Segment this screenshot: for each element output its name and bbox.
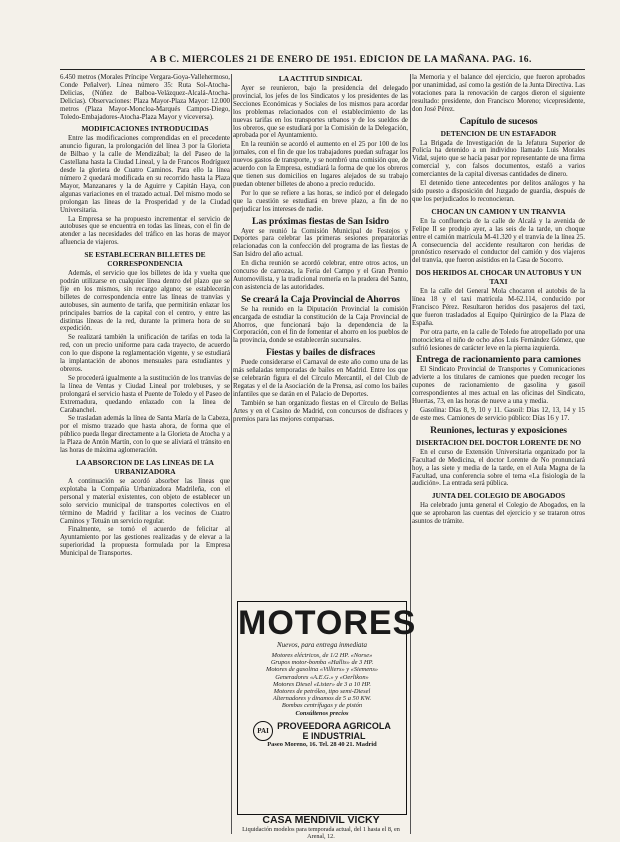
article-headline: Las próximas fiestas de San Isidro [252,215,389,227]
article-paragraph: Ha celebrado junta general el Colegio de Abogados, en la que se aprobaron las cuentas del ejercicio y se trataron otros asuntos de trámite. [412,502,585,526]
ad-item: Motores Diesel «Lister» de 3 a 10 HP. [273,680,371,688]
ad-company-name: PROVEEDORA AGRICOLA [277,720,391,731]
ad-company-band [244,721,400,741]
ad-item: Consúltenos precios [295,709,349,717]
ad-item: Generadores «A.E.G.» y «Oerlikon» [275,673,369,681]
article-paragraph: Gasolina: Días 8, 9, 10 y 11. Gasoil: Días 12, 13, 14 y 15 de este mes. Camiones de servicio público: Días 16 y 17. [412,407,585,422]
article-paragraph: A continuación se acordó absorber las líneas que explotaba la Compañía Urbanizadora Madrileña, con el personal y material existentes, con objeto de establecer un solo servicio municipal de transportes colectivos en el término de Madrid y facilitar a los vecinos de Cuatro Caminos y Tetuán un servicio regular. [60,477,230,525]
column-middle [233,74,408,598]
column-separator [231,74,232,834]
article-paragraph: Ayer se reunieron, bajo la presidencia del delegado provincial, los jefes de los Sindicatos y los presidentes de las Secciones Económicas y Sociales de los mismos para acordar los problemas relacionados con el establecimiento de las nuevas tarifas en los transportes urbanos y de los sueldos de los obreros, que se estudiará por la Comisión de la Delegación, aprobada por el Ayuntamiento. [233,85,408,140]
article-paragraph: la Memoria y el balance del ejercicio, que fueron aprobados por unanimidad, así como la gestión de la Junta Directiva. Las votaciones para la renovación de cargos dieron el siguiente resultado: presidente, don Francisco Moreno; vicepresidente, don José Pérez. [412,74,585,113]
ad-item: Motores de gasolina «Villiers» y «Siemens» [266,666,378,674]
ad-address: Paseo Moreno, 16. Tel. 28 40 21. Madrid [267,740,377,748]
article-paragraph: En el curso de Extensión Universitaria organizado por la Facultad de Medicina, el doctor Lorente de No pronunciará hoy, a las siete y media de la tarde, en el Aula Magna de la Facultad, una conferencia sobre el tema «La fisiología de la audición». La entrada será pública. [412,448,585,488]
article-paragraph: La Brigada de Investigación de la Jefatura Superior de Policía ha detenido a un individuo llamado Luis Morales Vidal, sujeto que se hacía pasar por representante de una firma comercial y, con falsos documentos, estafó a varios comerciantes de la capital diversas cantidades de dinero. [412,139,585,179]
article-paragraph: Puede considerarse el Carnaval de este año como una de las más señaladas temporadas de bailes en Madrid. Entre los que se celebrarán figura el del Círculo Mercantil, el del Club de Regatas y el de la Asociación de la Prensa, así como los bailes infantiles que se darán en el Palacio de Deportes. [233,359,408,398]
bottom-ad-subtitle: Liquidación modelos para temporada actual, del 1 hasta el 8, en Arenal, 12. [242,826,400,840]
article-headline: Entrega de racionamiento para camiones [416,354,581,366]
ad-item-list [244,652,400,717]
section-heading: DETENCION DE UN ESTAFADOR [440,128,557,138]
ad-subtitle: Nuevos, para entrega inmediata [277,641,367,649]
ad-title: MOTORES [238,604,417,642]
ad-item: Grupos motor-bomba «Hallis» de 3 HP. [270,659,374,667]
bottom-ad-title: CASA MENDIVIL VICKY [262,814,380,826]
section-heading: LA ACTITUD SINDICAL [278,74,363,83]
article-paragraph: Ayer se reunió la Comisión Municipal de Festejos y Deportes para celebrar las primeras sesiones preparatorias relacionadas con la confección del programa de las fiestas de San Isidro del año actual. [233,227,408,259]
column-separator [410,74,411,834]
section-heading: LA ABSORCION DE LAS LINEAS DE LA URBANIZADORA [76,457,214,476]
article-headline: Reuniones, lecturas y exposiciones [430,424,567,436]
article-paragraph: Entre las modificaciones comprendidas en el precedente anuncio figuran, la prolongación del línea 3 por la Glorieta de Bilbao y la calle de Mendizábal; la del Paseo de la Castellana hasta la Ciudad Lineal, y la de Francos Rodríguez desde la glorieta de Cuatro Caminos. Para ello la línea número 2 quedará modificada en su recorrido hasta la Plaza Mayor, Manzanares y la de Aguirre y Capitán Haya, con algunas variaciones en el trazado actual. Del mismo modo se prolongan las líneas de la Prosperidad y de la Ciudad Universitaria. [60,135,230,214]
article-paragraph: Finalmente, se tomó el acuerdo de felicitar al Ayuntamiento por las gestiones realizadas y de elevar a la superioridad la propuesta formulada por la Empresa Municipal de Transportes. [60,526,230,558]
ad-company-name-2: E INDUSTRIAL [302,730,366,741]
page-header: A B C. MIERCOLES 21 DE ENERO DE 1951. EDICION DE LA MAÑANA. PAG. 16. [150,54,532,65]
article-paragraph: Se realizará también la unificación de tarifas en toda la red, con un precio uniforme para cada trayecto, de acuerdo con lo que dispone la reglamentación vigente, y se estudiará la implantación de abonos mensuales para estudiantes y obreros. [60,334,230,373]
column-left [60,74,230,834]
section-heading: JUNTA DEL COLEGIO DE ABOGADOS [431,491,566,501]
ad-item: Alternadores y dinamos de 5 a 50 KW. [272,695,372,703]
ad-item: Motores eléctricos, de 1/2 HP. «Norse» [271,652,373,659]
article-headline: Capítulo de sucesos [459,115,538,127]
article-headline: Fiestas y bailes de disfraces [265,347,376,359]
article-paragraph: El Sindicato Provincial de Transportes y Comunicaciones advierte a los titulares de camiones que pueden recoger los cupones de racionamiento de gasolina y gasoil correspondientes al mes actual en las oficinas del Sindicato, Huertas, 73, en las horas de nueve a una y media. [412,366,585,406]
article-paragraph: Se trasladan además la línea de Santa María de la Cabeza, por el mismo trazado que hasta ahora, de forma que el público pueda llegar directamente a la Glorieta de Atocha y a la Plaza de Antón Martín, con lo que se aliviará el tránsito en las horas de máxima aglomeración. [60,415,230,455]
article-paragraph: La Empresa se ha propuesto incrementar el servicio de autobuses que se encuentra en todas las líneas, con el fin de atender a las necesidades del tráfico en las horas de mayor afluencia de viajeros. [60,215,230,247]
company-logo-icon: PAI [253,721,273,741]
section-heading: DISERTACION DEL DOCTOR LORENTE DE NO [415,437,582,447]
header-rule [60,69,585,70]
section-heading: DOS HERIDOS AL CHOCAR UN AUTOBUS Y UN TAXI [415,268,582,287]
section-heading: MODIFICACIONES INTRODUCIDAS [81,124,209,134]
ad-item: Motores de petróleo, tipo semi-Diesel [273,688,371,696]
article-paragraph: Se ha reunido en la Diputación Provincial la comisión encargada de estudiar la constitución de la Caja Provincial de Ahorros, que funcionará bajo la dependencia de la Corporación, con el fin de fomentar el ahorro en los pueblos de la provincia, donde se establecerán sucursales. [233,305,408,345]
article-paragraph: Se procederá igualmente a la sustitución de los tranvías de la línea de Ventas y Ciudad Lineal por trolebuses, y se prolongará el servicio hasta el Puente de Toledo y el Paseo de Extremadura, quedando enlazado con la línea de Carabanchel. [60,374,230,414]
article-paragraph: Por otra parte, en la calle de Toledo fue atropellado por una motocicleta el niño de ocho años Luis Fernández Gómez, que sufrió lesiones de carácter leve en la pierna izquierda. [412,328,585,352]
article-paragraph: También se han organizado fiestas en el Círculo de Bellas Artes y en el Casino de Madrid, con concursos de disfraces y premios para las mejores comparsas. [233,399,408,423]
column-right [412,74,585,834]
article-paragraph: Por lo que se refiere a las horas, se indicó por el delegado que la cuestión se estudiará en breve plazo, a fin de no perjudicar los intereses de nadie. [233,189,408,213]
article-paragraph: 6.450 metros (Morales Príncipe Vergara-Goya-Vallehermoso, Conde Peñalver). Línea número 35: Ruta Sol-Atocha-Delicias, (Núñez de Balboa-Velázquez-Alcalá-Atocha-Delicias). Observaciones: Plaza Mayor-Plaza Mayor: 12.000 metros (Plaza Mayor-Moncloa-Marqués Campos-Diego, Toledo-Embajadores-Atocha-Plaza Mayor y viceversa). [60,74,230,121]
section-heading: SE ESTABLECERAN BILLETES DE CORRESPONDENCIA [84,250,206,269]
article-paragraph: En la reunión se acordó el aumento en el 25 por 100 de los jornales, con el fin de que los trabajadores puedan sufragar los nuevos gastos de transporte, y se nombró una comisión que, de acuerdo con la Empresa, estudiará la forma de que los obreros que tienen sus domicilios en lugares alejados de su trabajo puedan obtener billetes de abono a precio reducido. [233,141,408,188]
mendivil-advertisement [237,815,405,839]
section-heading: CHOCAN UN CAMION Y UN TRANVIA [431,206,566,216]
ad-item: Bombas centrífugas y de pistón [281,702,363,710]
article-paragraph: En dicha reunión se acordó celebrar, entre otros actos, un concurso de carrozas, la Feria del Campo y el Gran Premio Automovilista, y la tradicional romería en la pradera del Santo, con asistencia de las autoridades. [233,260,408,291]
article-paragraph: El detenido tiene antecedentes por delitos análogos y ha sido puesto a disposición del Juzgado de guardia, después de que los perjudicados lo reconocieran. [412,180,585,203]
article-headline: Se creará la Caja Provincial de Ahorros [241,293,400,305]
motores-advertisement [237,601,417,815]
article-paragraph: Además, el servicio que los billetes de ida y vuelta que podrán utilizarse en cualquier línea dentro del plazo que se fije en los mismos, sin recargo alguno; se establecerán billetes de correspondencia entre las líneas de tranvías y autobuses, sin aumento de tarifa, que permitirán enlazar los principales barrios de la capital con el centro, y entre las distintas líneas de la red, durante la primera hora de su expedición. [60,270,230,333]
article-paragraph: En la calle del General Mola chocaron el autobús de la línea 18 y el taxi matrícula M-62.114, conducido por Francisco Pérez. Resultaron heridos dos pasajeros del taxi, que fueron trasladados al Equipo Quirúrgico de la Plaza de España. [412,288,585,327]
article-paragraph: En la confluencia de la calle de Alcalá y la avenida de Felipe II se produjo ayer, a las seis de la tarde, un choque entre el camión matrícula M-41.320 y el tranvía de la línea 25. A consecuencia del accidente resultaron con heridas de pronóstico reservado el conductor del camión y dos viajeros del tranvía, que fueron asistidos en la Casa de Socorro. [412,217,585,265]
